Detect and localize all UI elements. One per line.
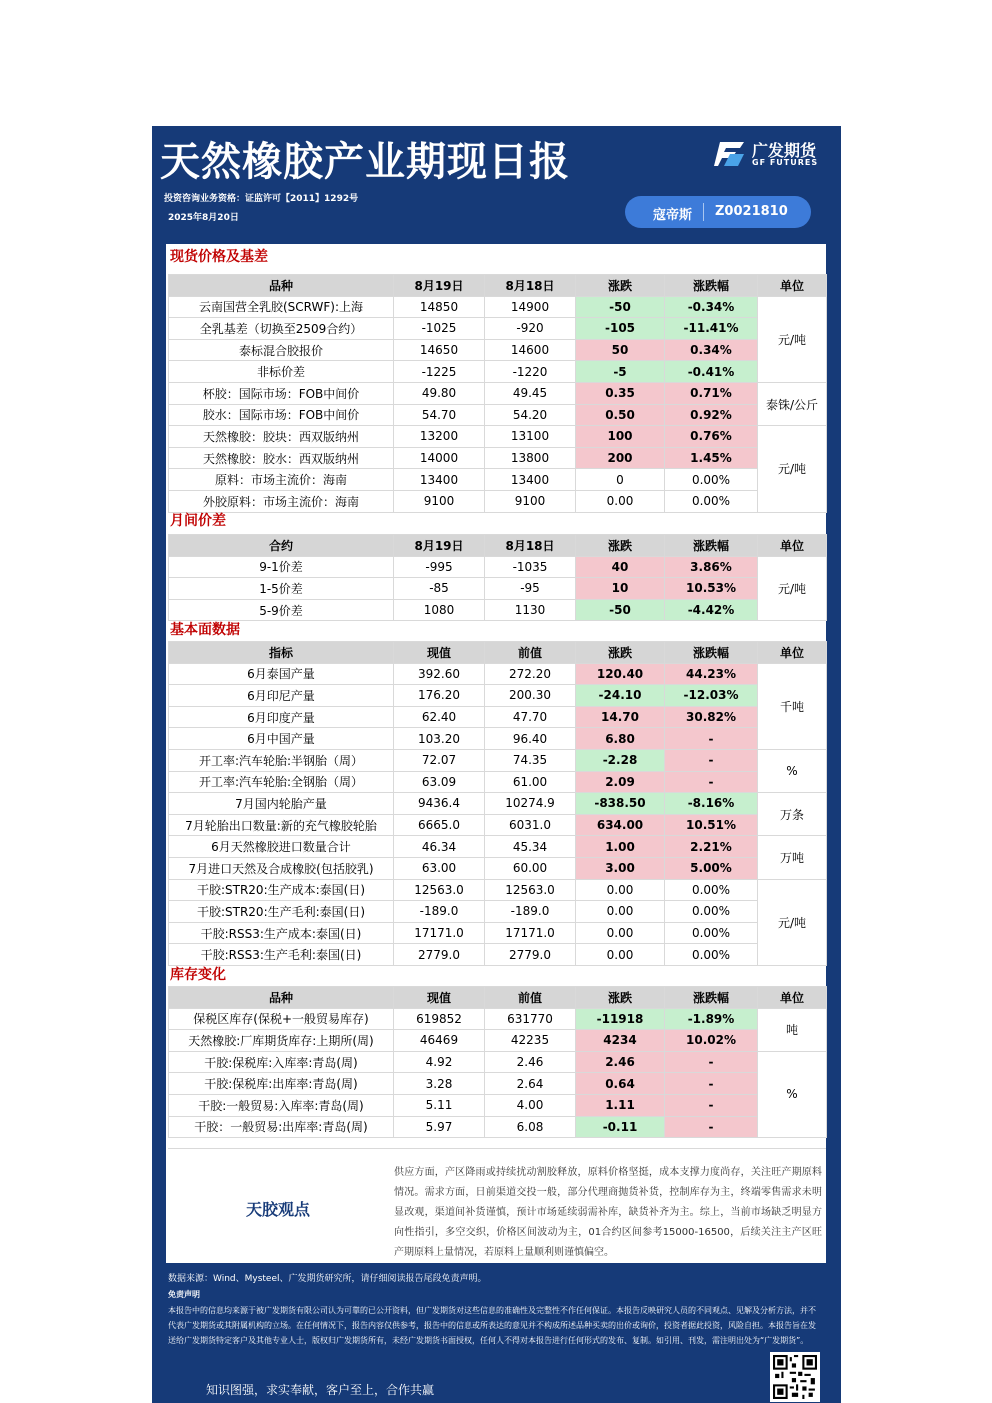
unit-cell: 万条 xyxy=(758,793,827,836)
change-percent: -11.41% xyxy=(665,318,758,340)
section-title-spread: 月间价差 xyxy=(170,513,226,529)
previous-value: 631770 xyxy=(485,1008,576,1030)
column-header: 合约 xyxy=(169,535,394,557)
column-header: 8月19日 xyxy=(394,535,485,557)
table-row xyxy=(169,749,827,771)
table-row xyxy=(169,1094,827,1116)
change-value: -11918 xyxy=(576,1008,665,1030)
table-row xyxy=(169,771,827,793)
change-value: -24.10 xyxy=(576,685,665,707)
change-percent: -4.42% xyxy=(665,599,758,621)
change-value: 0.00 xyxy=(576,922,665,944)
change-value: 0.64 xyxy=(576,1073,665,1095)
current-value: 2779.0 xyxy=(394,944,485,966)
previous-value: 74.35 xyxy=(485,749,576,771)
change-value: 0.00 xyxy=(576,944,665,966)
column-header: 8月18日 xyxy=(485,535,576,557)
table-row xyxy=(169,382,827,404)
current-value: 619852 xyxy=(394,1008,485,1030)
table-row xyxy=(169,361,827,383)
change-percent: 0.00% xyxy=(665,901,758,923)
change-value: -50 xyxy=(576,296,665,318)
table-row xyxy=(169,426,827,448)
change-value: 14.70 xyxy=(576,706,665,728)
table-row xyxy=(169,556,827,578)
column-header: 涨跌 xyxy=(576,642,665,664)
current-value: 392.60 xyxy=(394,663,485,685)
row-name: 7月国内轮胎产量 xyxy=(169,793,394,815)
previous-value: 42235 xyxy=(485,1030,576,1052)
row-name: 保税区库存(保税+一般贸易库存) xyxy=(169,1008,394,1030)
row-name: 干胶：一般贸易:出库率:青岛(周) xyxy=(169,1116,394,1138)
current-value: -189.0 xyxy=(394,901,485,923)
table-row xyxy=(169,706,827,728)
change-percent: - xyxy=(665,728,758,750)
previous-value: 49.45 xyxy=(485,382,576,404)
column-header: 8月19日 xyxy=(394,275,485,297)
change-value: -0.11 xyxy=(576,1116,665,1138)
table-row xyxy=(169,318,827,340)
row-name: 干胶:STR20:生产毛利:泰国(日) xyxy=(169,901,394,923)
table-row xyxy=(169,857,827,879)
change-value: 200 xyxy=(576,447,665,469)
previous-value: 45.34 xyxy=(485,836,576,858)
row-name: 原料：市场主流价：海南 xyxy=(169,469,394,491)
column-header: 现值 xyxy=(394,987,485,1009)
column-header: 涨跌幅 xyxy=(665,275,758,297)
current-value: 13400 xyxy=(394,469,485,491)
table-row xyxy=(169,469,827,491)
change-percent: - xyxy=(665,1094,758,1116)
previous-value: 2.46 xyxy=(485,1051,576,1073)
current-value: 14650 xyxy=(394,339,485,361)
previous-value: -189.0 xyxy=(485,901,576,923)
fundamental-table xyxy=(168,641,827,966)
previous-value: 1130 xyxy=(485,599,576,621)
column-header: 涨跌 xyxy=(576,535,665,557)
column-header: 前值 xyxy=(485,987,576,1009)
change-value: 0.00 xyxy=(576,490,665,512)
unit-cell: 万吨 xyxy=(758,836,827,879)
column-header: 单位 xyxy=(758,987,827,1009)
change-value: 0.00 xyxy=(576,901,665,923)
analyst-badge xyxy=(625,196,811,228)
table-row xyxy=(169,578,827,600)
row-name: 干胶:保税库:出库率:青岛(周) xyxy=(169,1073,394,1095)
change-percent: -12.03% xyxy=(665,685,758,707)
change-percent: 0.76% xyxy=(665,426,758,448)
company-slogan: 知识图强，求实奉献，客户至上，合作共赢 xyxy=(206,1383,435,1397)
previous-value: 14900 xyxy=(485,296,576,318)
unit-cell: 千吨 xyxy=(758,663,827,749)
previous-value: 60.00 xyxy=(485,857,576,879)
column-header: 指标 xyxy=(169,642,394,664)
table-row xyxy=(169,901,827,923)
current-value: 5.97 xyxy=(394,1116,485,1138)
unit-cell: 元/吨 xyxy=(758,556,827,621)
current-value: 9436.4 xyxy=(394,793,485,815)
row-name: 外胶原料：市场主流价：海南 xyxy=(169,490,394,512)
row-name: 天然橡胶：胶块：西双版纳州 xyxy=(169,426,394,448)
current-value: -1225 xyxy=(394,361,485,383)
column-header: 涨跌幅 xyxy=(665,642,758,664)
table-header-row xyxy=(169,535,827,557)
previous-value: 13100 xyxy=(485,426,576,448)
previous-value: 14600 xyxy=(485,339,576,361)
column-header: 现值 xyxy=(394,642,485,664)
column-header: 涨跌 xyxy=(576,275,665,297)
change-value: -2.28 xyxy=(576,749,665,771)
row-name: 非标价差 xyxy=(169,361,394,383)
change-percent: 10.51% xyxy=(665,814,758,836)
row-name: 开工率:汽车轮胎:半钢胎（周） xyxy=(169,749,394,771)
previous-value: 61.00 xyxy=(485,771,576,793)
change-value: 4234 xyxy=(576,1030,665,1052)
column-header: 涨跌 xyxy=(576,987,665,1009)
change-value: -105 xyxy=(576,318,665,340)
change-value: 120.40 xyxy=(576,663,665,685)
previous-value: 4.00 xyxy=(485,1094,576,1116)
previous-value: 272.20 xyxy=(485,663,576,685)
current-value: 63.00 xyxy=(394,857,485,879)
previous-value: 12563.0 xyxy=(485,879,576,901)
table-row xyxy=(169,922,827,944)
change-value: -838.50 xyxy=(576,793,665,815)
change-percent: 0.00% xyxy=(665,922,758,944)
current-value: 103.20 xyxy=(394,728,485,750)
previous-value: 13800 xyxy=(485,447,576,469)
unit-cell: 泰铢/公斤 xyxy=(758,382,827,425)
change-value: 3.00 xyxy=(576,857,665,879)
spread-table xyxy=(168,534,827,621)
previous-value: 2779.0 xyxy=(485,944,576,966)
unit-cell: 吨 xyxy=(758,1008,827,1051)
change-percent: 5.00% xyxy=(665,857,758,879)
spot-table xyxy=(168,274,827,513)
previous-value: -95 xyxy=(485,578,576,600)
row-name: 天然橡胶：胶水：西双版纳州 xyxy=(169,447,394,469)
inventory-table xyxy=(168,986,827,1138)
column-header: 单位 xyxy=(758,642,827,664)
previous-value: 9100 xyxy=(485,490,576,512)
previous-value: 6031.0 xyxy=(485,814,576,836)
change-percent: - xyxy=(665,771,758,793)
analyst-divider xyxy=(703,203,704,221)
change-percent: 44.23% xyxy=(665,663,758,685)
current-value: 4.92 xyxy=(394,1051,485,1073)
row-name: 7月轮胎出口数量:新的充气橡胶轮胎 xyxy=(169,814,394,836)
row-name: 1-5价差 xyxy=(169,578,394,600)
current-value: 49.80 xyxy=(394,382,485,404)
section-title-fundamental: 基本面数据 xyxy=(170,622,240,638)
table-row xyxy=(169,447,827,469)
previous-value: 6.08 xyxy=(485,1116,576,1138)
previous-value: -920 xyxy=(485,318,576,340)
row-name: 干胶:RSS3:生产毛利:泰国(日) xyxy=(169,944,394,966)
change-percent: 10.02% xyxy=(665,1030,758,1052)
table-row xyxy=(169,599,827,621)
analyst-name: 寇帝斯 xyxy=(653,208,693,223)
change-value: 10 xyxy=(576,578,665,600)
change-percent: -8.16% xyxy=(665,793,758,815)
unit-cell: 元/吨 xyxy=(758,879,827,965)
row-name: 全乳基差（切换至2509合约） xyxy=(169,318,394,340)
change-percent: 0.71% xyxy=(665,382,758,404)
table-row xyxy=(169,1073,827,1095)
gf-logo-icon xyxy=(714,136,748,170)
row-name: 6月印尼产量 xyxy=(169,685,394,707)
table-row xyxy=(169,339,827,361)
change-percent: 0.00% xyxy=(665,490,758,512)
change-value: 634.00 xyxy=(576,814,665,836)
change-percent: -0.41% xyxy=(665,361,758,383)
row-name: 干胶:STR20:生产成本:泰国(日) xyxy=(169,879,394,901)
change-value: 2.46 xyxy=(576,1051,665,1073)
change-percent: 0.00% xyxy=(665,879,758,901)
current-value: 54.70 xyxy=(394,404,485,426)
change-value: 0 xyxy=(576,469,665,491)
row-name: 开工率:汽车轮胎:全钢胎（周） xyxy=(169,771,394,793)
table-row xyxy=(169,1008,827,1030)
change-percent: - xyxy=(665,749,758,771)
row-name: 6月印度产量 xyxy=(169,706,394,728)
change-percent: 0.34% xyxy=(665,339,758,361)
current-value: 176.20 xyxy=(394,685,485,707)
table-row xyxy=(169,814,827,836)
data-source: 数据来源：Wind、Mysteel、广发期货研究所，请仔细阅读报告尾段免责声明。 xyxy=(168,1274,487,1284)
column-header: 品种 xyxy=(169,987,394,1009)
change-percent: 0.92% xyxy=(665,404,758,426)
market-view-label: 天胶观点 xyxy=(246,1200,311,1219)
market-view xyxy=(168,1148,826,1261)
logo-text-cn: 广发期货 xyxy=(752,141,817,160)
previous-value: -1035 xyxy=(485,556,576,578)
column-header: 单位 xyxy=(758,535,827,557)
current-value: -1025 xyxy=(394,318,485,340)
change-percent: - xyxy=(665,1116,758,1138)
table-row xyxy=(169,1116,827,1138)
change-percent: -1.89% xyxy=(665,1008,758,1030)
change-percent: 2.21% xyxy=(665,836,758,858)
section-title-inventory: 库存变化 xyxy=(170,967,226,983)
table-header-row xyxy=(169,987,827,1009)
table-row xyxy=(169,879,827,901)
current-value: 14850 xyxy=(394,296,485,318)
row-name: 云南国营全乳胶(SCRWF):上海 xyxy=(169,296,394,318)
previous-value: 13400 xyxy=(485,469,576,491)
table-row xyxy=(169,685,827,707)
table-row xyxy=(169,728,827,750)
current-value: 63.09 xyxy=(394,771,485,793)
current-value: 5.11 xyxy=(394,1094,485,1116)
table-row xyxy=(169,404,827,426)
change-percent: 1.45% xyxy=(665,447,758,469)
qr-code-icon xyxy=(770,1352,820,1402)
company-logo xyxy=(714,134,834,174)
current-value: 46469 xyxy=(394,1030,485,1052)
previous-value: 54.20 xyxy=(485,404,576,426)
change-value: 0.00 xyxy=(576,879,665,901)
report-title: 天然橡胶产业期现日报 xyxy=(160,139,570,185)
row-name: 6月天然橡胶进口数量合计 xyxy=(169,836,394,858)
previous-value: -1220 xyxy=(485,361,576,383)
change-percent: 3.86% xyxy=(665,556,758,578)
unit-cell: % xyxy=(758,749,827,792)
column-header: 涨跌幅 xyxy=(665,535,758,557)
previous-value: 2.64 xyxy=(485,1073,576,1095)
current-value: 6665.0 xyxy=(394,814,485,836)
change-value: 1.11 xyxy=(576,1094,665,1116)
change-value: 50 xyxy=(576,339,665,361)
license-text: 投资咨询业务资格：证监许可【2011】1292号 xyxy=(164,194,359,204)
table-row xyxy=(169,663,827,685)
change-percent: - xyxy=(665,1051,758,1073)
unit-cell: 元/吨 xyxy=(758,426,827,512)
current-value: 9100 xyxy=(394,490,485,512)
change-value: 1.00 xyxy=(576,836,665,858)
previous-value: 10274.9 xyxy=(485,793,576,815)
table-header-row xyxy=(169,275,827,297)
change-percent: - xyxy=(665,1073,758,1095)
change-percent: 0.00% xyxy=(665,469,758,491)
current-value: 13200 xyxy=(394,426,485,448)
analyst-code: Z0021810 xyxy=(715,204,788,219)
column-header: 前值 xyxy=(485,642,576,664)
current-value: 12563.0 xyxy=(394,879,485,901)
row-name: 6月泰国产量 xyxy=(169,663,394,685)
table-row xyxy=(169,1030,827,1052)
unit-cell: 元/吨 xyxy=(758,296,827,382)
table-row xyxy=(169,793,827,815)
previous-value: 200.30 xyxy=(485,685,576,707)
table-header-row xyxy=(169,642,827,664)
disclaimer-title: 免责声明 xyxy=(168,1290,200,1299)
change-value: 40 xyxy=(576,556,665,578)
row-name: 干胶:RSS3:生产成本:泰国(日) xyxy=(169,922,394,944)
change-value: 0.35 xyxy=(576,382,665,404)
column-header: 8月18日 xyxy=(485,275,576,297)
change-value: 100 xyxy=(576,426,665,448)
table-row xyxy=(169,296,827,318)
row-name: 7月进口天然及合成橡胶(包括胶乳) xyxy=(169,857,394,879)
current-value: 17171.0 xyxy=(394,922,485,944)
report-content xyxy=(166,244,826,1263)
report-page xyxy=(152,126,841,1403)
row-name: 杯胶：国际市场：FOB中间价 xyxy=(169,382,394,404)
disclaimer-text: 本报告中的信息均来源于被广发期货有限公司认为可靠的已公开资料，但广发期货对这些信息的准确性及完整性不作任何保证。本报告反映研究人员的不同观点、见解及分析方法，并不代表广发期货或其附属机构的立场。在任何情况下，报告内容仅供参考，报告中的信息或所表达的意见并不构成所述品种买卖的出价或询价，投资者据此投资，风险自担。本报告旨在发送给广发期货特定客户及其他专业人士，版权归广发期货所有，未经广发期货书面授权，任何人不得对本报告进行任何形式的发布、复制。如引用、刊发，需注明出处为“广发期货”。 xyxy=(168,1306,816,1345)
table-row xyxy=(169,836,827,858)
unit-cell: % xyxy=(758,1051,827,1137)
column-header: 品种 xyxy=(169,275,394,297)
row-name: 天然橡胶:厂库期货库存:上期所(周) xyxy=(169,1030,394,1052)
current-value: 1080 xyxy=(394,599,485,621)
change-value: 2.09 xyxy=(576,771,665,793)
previous-value: 47.70 xyxy=(485,706,576,728)
current-value: 72.07 xyxy=(394,749,485,771)
row-name: 泰标混合胶报价 xyxy=(169,339,394,361)
previous-value: 17171.0 xyxy=(485,922,576,944)
row-name: 干胶:一般贸易:入库率:青岛(周) xyxy=(169,1094,394,1116)
table-row xyxy=(169,944,827,966)
table-row xyxy=(169,1051,827,1073)
change-value: -5 xyxy=(576,361,665,383)
row-name: 9-1价差 xyxy=(169,556,394,578)
report-date: 2025年8月20日 xyxy=(168,213,239,223)
change-percent: 0.00% xyxy=(665,944,758,966)
change-value: 6.80 xyxy=(576,728,665,750)
current-value: 46.34 xyxy=(394,836,485,858)
change-percent: -0.34% xyxy=(665,296,758,318)
current-value: 3.28 xyxy=(394,1073,485,1095)
current-value: -85 xyxy=(394,578,485,600)
section-title-spot: 现货价格及基差 xyxy=(170,249,268,265)
column-header: 涨跌幅 xyxy=(665,987,758,1009)
change-value: 0.50 xyxy=(576,404,665,426)
current-value: 14000 xyxy=(394,447,485,469)
table-row xyxy=(169,490,827,512)
change-value: -50 xyxy=(576,599,665,621)
row-name: 6月中国产量 xyxy=(169,728,394,750)
row-name: 5-9价差 xyxy=(169,599,394,621)
column-header: 单位 xyxy=(758,275,827,297)
market-view-text: 供应方面，产区降雨或持续扰动割胶释放，原料价格坚挺，成本支撑力度尚存，关注旺产期原料情况。需求方面，日前渠道交投一般，部分代理商抛货补货，控制库存为主，终端零售需求未明显改观，渠道间补货谨慎，预计市场延续弱需补库，缺货补齐为主。综上，当前市场缺乏明显方向性指引，多空交织，价格区间波动为主，01合约区间参考15000-16500，后续关注主产区旺产期原料上量情况，若原料上量顺利则谨慎偏空。 xyxy=(394,1167,822,1258)
row-name: 干胶:保税库:入库率:青岛(周) xyxy=(169,1051,394,1073)
current-value: -995 xyxy=(394,556,485,578)
change-percent: 30.82% xyxy=(665,706,758,728)
change-percent: 10.53% xyxy=(665,578,758,600)
row-name: 胶水：国际市场：FOB中间价 xyxy=(169,404,394,426)
logo-text-en: GF FUTURES xyxy=(752,158,819,167)
current-value: 62.40 xyxy=(394,706,485,728)
previous-value: 96.40 xyxy=(485,728,576,750)
